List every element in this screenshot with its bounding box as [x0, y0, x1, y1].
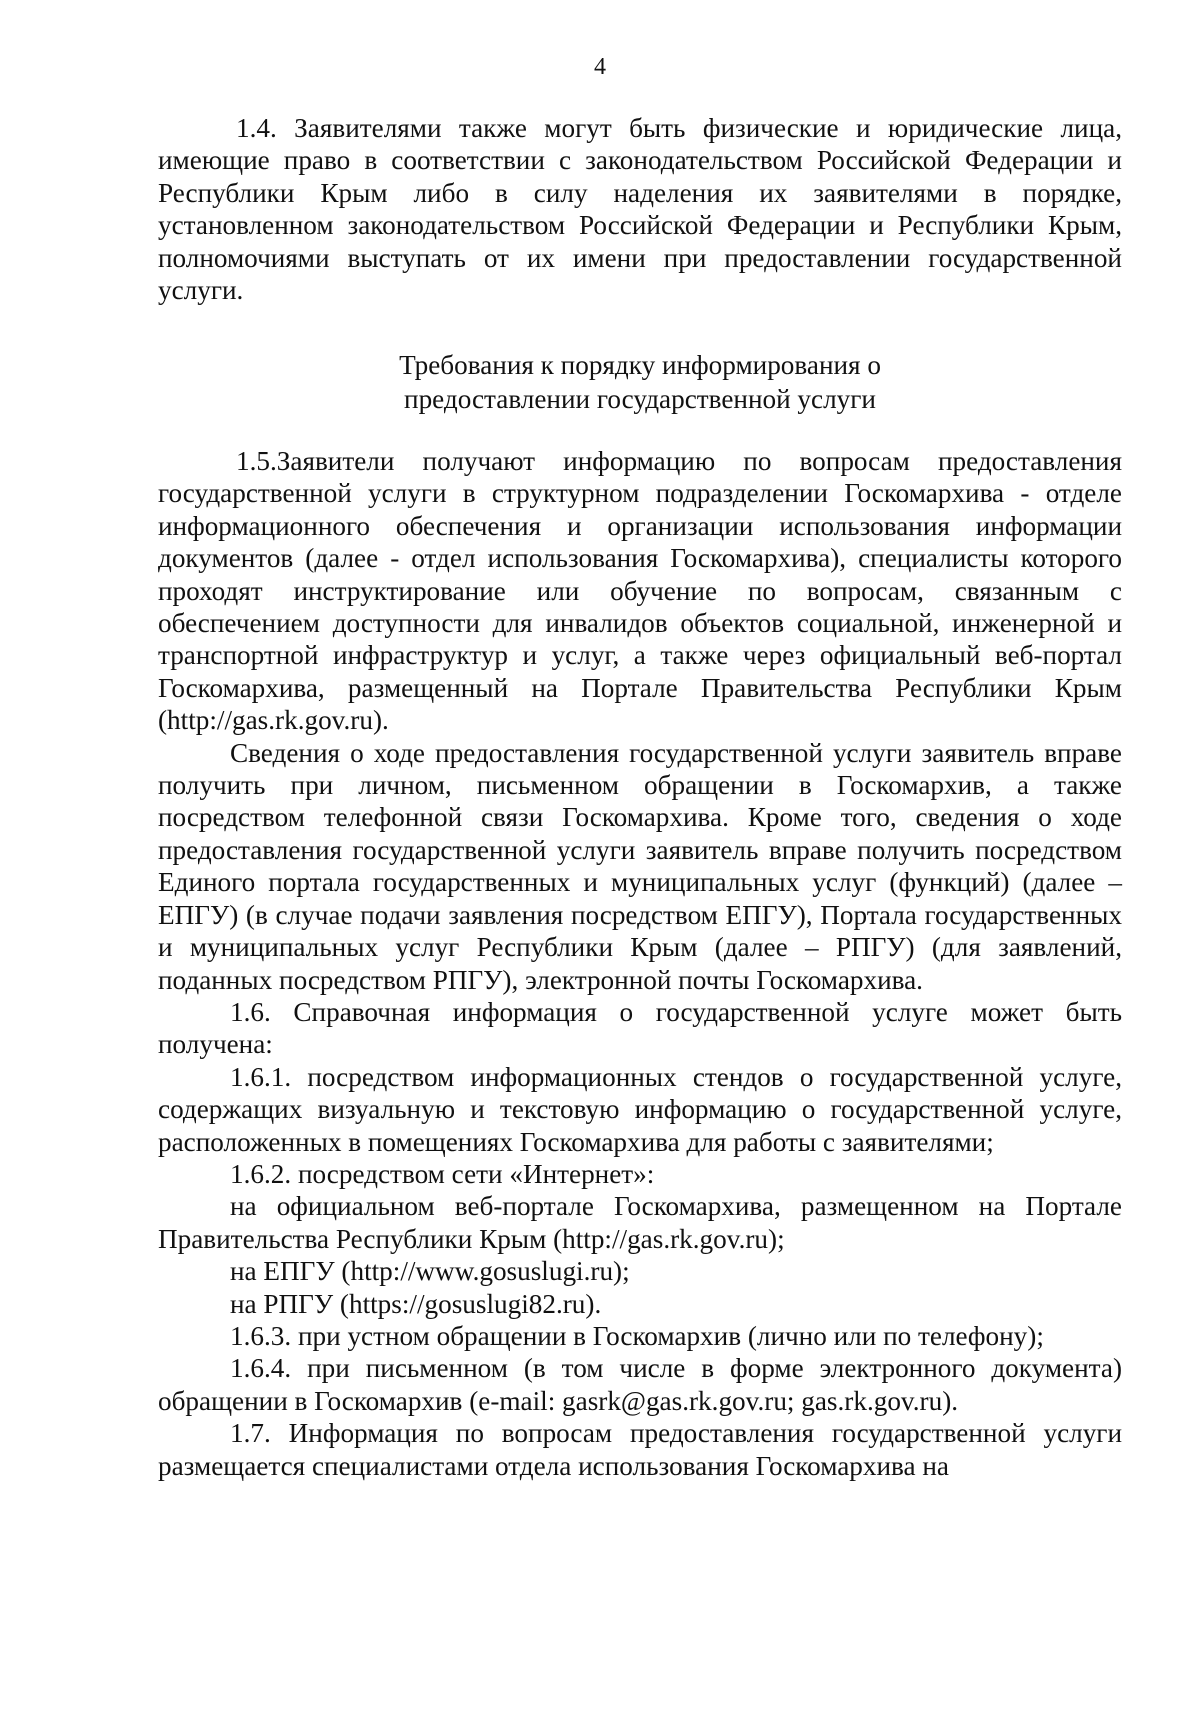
paragraph-1-6-1: 1.6.1. посредством информационных стендов о государственной услуге, содержащих визуальную и текстовую информацию о государственной услуге, расположенных в помещениях Госкомархива для работы с заявителями;	[158, 1061, 1122, 1157]
paragraph-1-6-2: 1.6.2. посредством сети «Интернет»:	[230, 1158, 655, 1189]
heading-line-1: Требования к порядку информирования о	[399, 350, 881, 380]
paragraph-1-5: 1.5.Заявители получают информацию по вопросам предоставления государственной услуги в структурном подразделении Госкомархива - отделе информационного обеспечения и организации использования информации документов (далее - отдел использования Госкомархива), специалисты которого проходят инструктирование или обучение по вопросам, связанным с обеспечением доступности для инвалидов объектов социальной, инженерной и транспортной инфраструктур и услуг, а также через официальный веб-портал Госкомархива, размещенный на Портале Правительства Республики Крым (http://gas.rk.gov.ru).	[158, 446, 1122, 736]
paragraph-1-6: 1.6. Справочная информация о государственной услуге может быть получена:	[158, 996, 1122, 1060]
heading-line-2: предоставлении государственной услуги	[404, 384, 876, 414]
paragraph-1-6-3: 1.6.3. при устном обращении в Госкомархив (лично или по телефону);	[230, 1320, 1044, 1351]
section-heading	[158, 348, 1122, 416]
list-item-portal: на официальном веб-портале Госкомархива, размещенном на Портале Правительства Республики Крым (http://gas.rk.gov.ru);	[158, 1191, 1122, 1254]
paragraph-1-7: 1.7. Информация по вопросам предоставления государственной услуги размещается специалистами отдела использования Госкомархива на	[158, 1418, 1122, 1481]
list-item-epgu: на ЕПГУ (http://www.gosuslugi.ru);	[230, 1256, 630, 1287]
page-number: 4	[594, 54, 606, 80]
list-item-rpgu: на РПГУ (https://gosuslugi82.ru).	[230, 1288, 602, 1319]
paragraph-1-6-4: 1.6.4. при письменном (в том числе в форме электронного документа) обращении в Госкомархив (e-mail: gasrk@gas.rk.gov.ru; gas.rk.gov.ru).	[158, 1353, 1122, 1416]
paragraph-block-1	[158, 112, 1122, 306]
paragraph-1-4: 1.4. Заявителями также могут быть физические и юридические лица, имеющие право в соответствии с законодательством Российской Федерации и Республики Крым либо в силу наделения их заявителями в порядке, установленном законодательством Российской Федерации и Республики Крым, полномочиями выступать от их имени при предоставлении государственной услуги.	[158, 113, 1122, 306]
paragraph-1-5-continued: Сведения о ходе предоставления государственной услуги заявитель вправе получить при личном, письменном обращении в Госкомархив, а также посредством телефонной связи Госкомархива. Кроме того, сведения о ходе предоставления государственной услуги заявитель вправе получить посредством Единого портала государственных и муниципальных услуг (функций) (далее – ЕПГУ) (в случае подачи заявления посредством ЕПГУ), Портала государственных и муниципальных услуг Республики Крым (далее – РПГУ) (для заявлений, поданных посредством РПГУ), электронной почты Госкомархива.	[158, 737, 1122, 995]
paragraph-block-2	[158, 445, 1122, 1482]
